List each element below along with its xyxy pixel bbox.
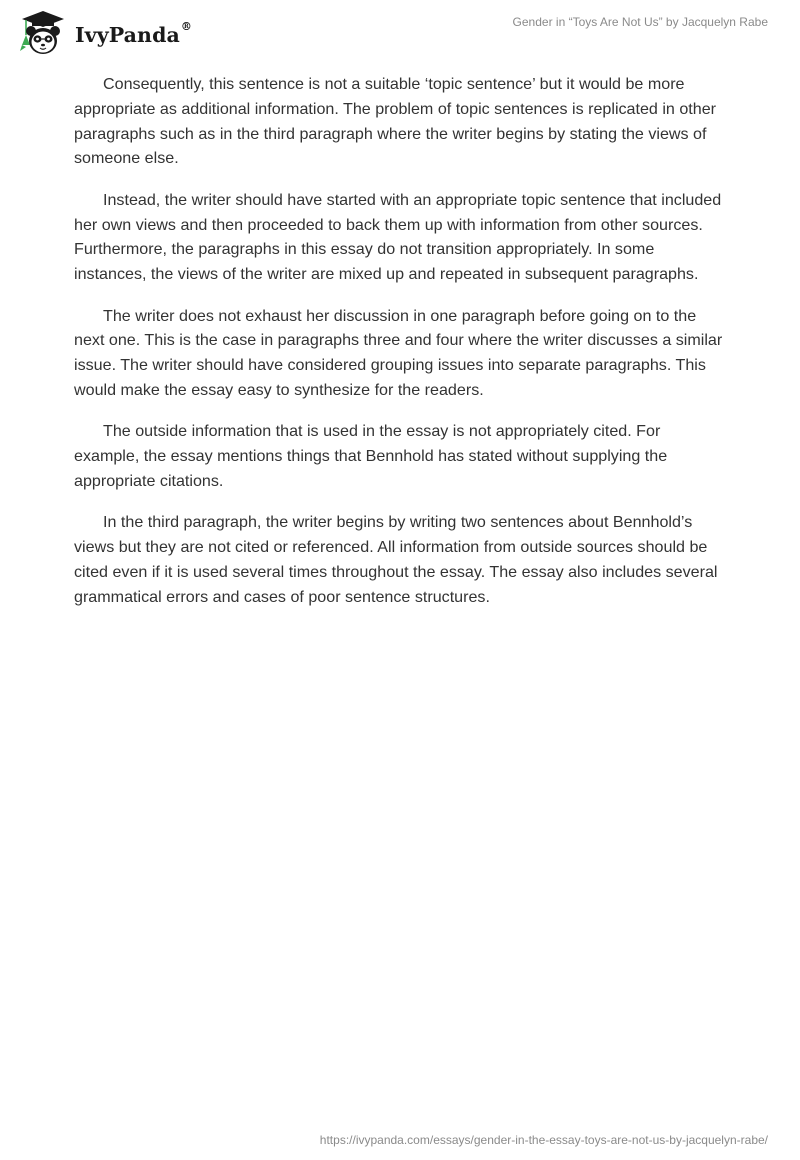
page-header: [0, 0, 800, 64]
essay-body: [74, 72, 730, 626]
paragraph: Instead, the writer should have started with an appropriate topic sentence that included her own views and then proceeded to back them up with information from other sources. Furthermore, the paragraphs in this essay do not transition appropriately. In some instances, the views of the writer are mixed up and repeated in subsequent paragraphs.: [74, 190, 722, 284]
panda-graduate-icon: [14, 9, 72, 59]
document-title: Gender in “Toys Are Not Us” by Jacquelyn Rabe: [512, 15, 768, 29]
paragraph: Consequently, this sentence is not a suitable ‘topic sentence’ but it would be more appropriate as additional information. The problem of topic sentences is replicated in other paragraphs such as in the third paragraph where the writer begins by stating the views of someone else.: [74, 75, 717, 168]
paragraph: The writer does not exhaust her discussion in one paragraph before going on to the next one. This is the case in paragraphs three and four where the writer discusses a similar issue. The writer should have considered grouping issues into separate paragraphs. This would make the essay easy to synthesize for the readers.: [74, 306, 723, 399]
brand-logo[interactable]: [14, 9, 192, 59]
source-url[interactable]: https://ivypanda.com/essays/gender-in-the-essay-toys-are-not-us-by-jacquelyn-rabe/: [319, 1133, 768, 1147]
paragraph: The outside information that is used in the essay is not appropriately cited. For example, the essay mentions things that Bennhold has stated without supplying the appropriate citations.: [74, 422, 668, 490]
paragraph: In the third paragraph, the writer begins by writing two sentences about Bennhold’s views but they are not cited or referenced. All information from outside sources should be cited even if it is used several times throughout the essay. The essay also includes several grammatical errors and cases of poor sentence structures.: [74, 513, 718, 606]
registered-mark: ®: [180, 20, 192, 33]
brand-name: IvyPanda®: [75, 20, 192, 47]
